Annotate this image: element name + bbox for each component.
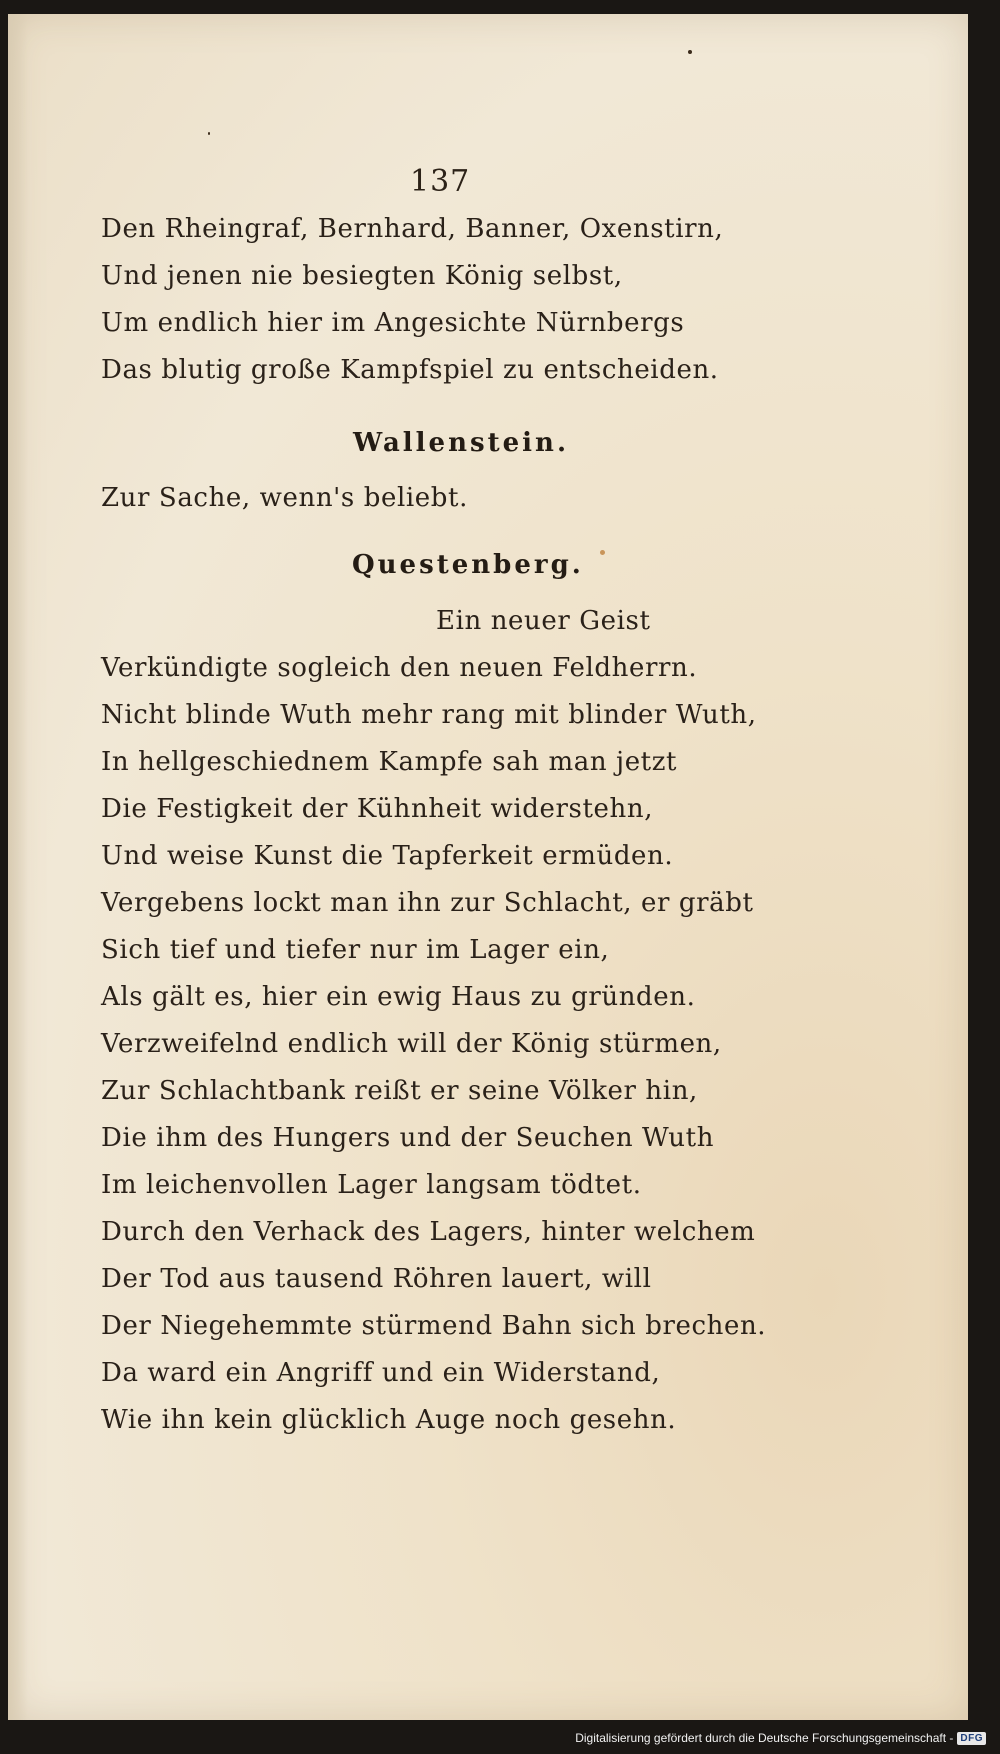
speaker-name: Wallenstein. [353, 428, 570, 458]
verse-line: Die ihm des Hungers und der Seuchen Wuth [101, 1123, 715, 1153]
ink-speck [208, 132, 210, 135]
book-page [8, 14, 968, 1720]
credit-text: Digitalisierung gefördert durch die Deutsche Forschungsgemeinschaft - [575, 1731, 954, 1745]
verse-line: Sich tief und tiefer nur im Lager ein, [101, 935, 610, 965]
verse-line: Verkündigte sogleich den neuen Feldherrn. [101, 653, 698, 683]
verse-line: Als gält es, hier ein ewig Haus zu gründen. [101, 982, 696, 1012]
verse-line: Verzweifelnd endlich will der König stürmen, [101, 1029, 722, 1059]
verse-line: Wie ihn kein glücklich Auge noch gesehn. [101, 1405, 677, 1435]
digitization-credit [575, 1726, 986, 1750]
verse-line: Um endlich hier im Angesichte Nürnbergs [101, 308, 685, 338]
verse-line: Im leichenvollen Lager langsam tödtet. [101, 1170, 642, 1200]
verse-line: In hellgeschiednem Kampfe sah man jetzt [101, 747, 678, 777]
verse-line: Zur Sache, wenn's beliebt. [101, 483, 468, 513]
verse-line: Vergebens lockt man ihn zur Schlacht, er gräbt [101, 888, 754, 918]
verse-line: Den Rheingraf, Bernhard, Banner, Oxenstirn, [101, 214, 724, 244]
verse-line: Der Niegehemmte stürmend Bahn sich brechen. [101, 1311, 767, 1341]
verse-line: Und jenen nie besiegten König selbst, [101, 261, 623, 291]
page-number: 137 [410, 164, 471, 199]
speaker-name: Questenberg. [352, 550, 584, 580]
verse-line: Und weise Kunst die Tapferkeit ermüden. [101, 841, 674, 871]
verse-line: Das blutig große Kampfspiel zu entscheiden. [101, 355, 719, 385]
verse-line: Ein neuer Geist [436, 606, 651, 636]
verse-line: Da ward ein Angriff und ein Widerstand, [101, 1358, 661, 1388]
verse-line: Zur Schlachtbank reißt er seine Völker hin, [101, 1076, 698, 1106]
ink-speck [600, 550, 605, 555]
verse-line: Nicht blinde Wuth mehr rang mit blinder Wuth, [101, 700, 757, 730]
verse-line: Die Festigkeit der Kühnheit widerstehn, [101, 794, 654, 824]
ink-speck [688, 50, 692, 54]
verse-line: Durch den Verhack des Lagers, hinter welchem [101, 1217, 756, 1247]
page-gutter-shadow [8, 14, 28, 1720]
dfg-logo: DFG [957, 1732, 986, 1745]
verse-line: Der Tod aus tausend Röhren lauert, will [101, 1264, 652, 1294]
